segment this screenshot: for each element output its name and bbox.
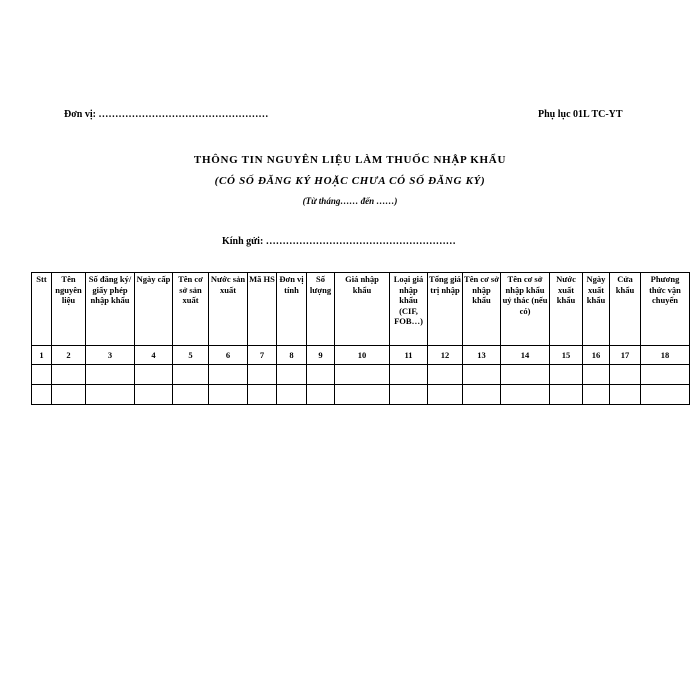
column-header: Nước sản xuất bbox=[209, 273, 248, 346]
column-number: 18 bbox=[641, 346, 690, 365]
column-number: 8 bbox=[277, 346, 307, 365]
column-header: Mã HS bbox=[248, 273, 277, 346]
table-cell[interactable] bbox=[583, 385, 610, 405]
table-cell[interactable] bbox=[52, 385, 86, 405]
header-row bbox=[32, 273, 690, 346]
table-cell[interactable] bbox=[52, 365, 86, 385]
column-number: 5 bbox=[173, 346, 209, 365]
document-subtitle: (CÓ SỐ ĐĂNG KÝ HOẶC CHƯA CÓ SỐ ĐĂNG KÝ) bbox=[214, 175, 486, 187]
table-cell[interactable] bbox=[501, 365, 550, 385]
column-number: 4 bbox=[135, 346, 173, 365]
import-info-table bbox=[31, 272, 690, 405]
column-number: 2 bbox=[52, 346, 86, 365]
column-header: Stt bbox=[32, 273, 52, 346]
table-cell[interactable] bbox=[209, 385, 248, 405]
column-number-row bbox=[32, 346, 690, 365]
table-cell[interactable] bbox=[550, 385, 583, 405]
table-cell[interactable] bbox=[32, 385, 52, 405]
table-cell[interactable] bbox=[135, 385, 173, 405]
recipient-line: Kính gửi: ………………………………………………… bbox=[222, 236, 456, 247]
column-number: 6 bbox=[209, 346, 248, 365]
column-header: Ngày xuất khẩu bbox=[583, 273, 610, 346]
table-cell[interactable] bbox=[428, 365, 463, 385]
column-header: Số lượng bbox=[307, 273, 335, 346]
appendix-label: Phụ lục 01L TC-YT bbox=[538, 109, 623, 120]
table-cell[interactable] bbox=[307, 365, 335, 385]
table-cell[interactable] bbox=[335, 365, 390, 385]
table-cell[interactable] bbox=[248, 365, 277, 385]
table-cell[interactable] bbox=[173, 385, 209, 405]
unit-label: Đơn vị: …………………………………………… bbox=[64, 109, 269, 120]
table-cell[interactable] bbox=[501, 385, 550, 405]
table-cell[interactable] bbox=[32, 365, 52, 385]
column-header: Đơn vị tính bbox=[277, 273, 307, 346]
column-number: 16 bbox=[583, 346, 610, 365]
table-cell[interactable] bbox=[209, 365, 248, 385]
table-cell[interactable] bbox=[463, 385, 501, 405]
table-cell[interactable] bbox=[335, 385, 390, 405]
column-number: 14 bbox=[501, 346, 550, 365]
column-header: Nước xuất khẩu bbox=[550, 273, 583, 346]
column-header: Ngày cấp bbox=[135, 273, 173, 346]
table-cell[interactable] bbox=[277, 385, 307, 405]
column-header: Tên cơ sở nhập khẩu uỷ thác (nếu có) bbox=[501, 273, 550, 346]
document-title: THÔNG TIN NGUYÊN LIỆU LÀM THUỐC NHẬP KHẨU bbox=[193, 154, 507, 166]
table-cell[interactable] bbox=[641, 385, 690, 405]
table-cell[interactable] bbox=[277, 365, 307, 385]
table-row bbox=[32, 365, 690, 385]
column-number: 13 bbox=[463, 346, 501, 365]
table-cell[interactable] bbox=[173, 365, 209, 385]
table-cell[interactable] bbox=[610, 385, 641, 405]
table-cell[interactable] bbox=[307, 385, 335, 405]
column-number: 7 bbox=[248, 346, 277, 365]
column-number: 3 bbox=[86, 346, 135, 365]
column-header: Phương thức vận chuyển bbox=[641, 273, 690, 346]
column-header: Tên cơ sở sản xuất bbox=[173, 273, 209, 346]
column-number: 9 bbox=[307, 346, 335, 365]
table-cell[interactable] bbox=[583, 365, 610, 385]
table-cell[interactable] bbox=[390, 385, 428, 405]
table-row bbox=[32, 385, 690, 405]
column-header: Loại giá nhập khẩu (CIF, FOB…) bbox=[390, 273, 428, 346]
column-header: Tên nguyên liệu bbox=[52, 273, 86, 346]
column-number: 1 bbox=[32, 346, 52, 365]
table-cell[interactable] bbox=[248, 385, 277, 405]
table-cell[interactable] bbox=[610, 365, 641, 385]
column-header: Số đăng ký/ giấy phép nhập khẩu bbox=[86, 273, 135, 346]
table-cell[interactable] bbox=[550, 365, 583, 385]
column-header: Tên cơ sở nhập khẩu bbox=[463, 273, 501, 346]
column-number: 11 bbox=[390, 346, 428, 365]
table-cell[interactable] bbox=[463, 365, 501, 385]
column-header: Tổng giá trị nhập bbox=[428, 273, 463, 346]
column-number: 17 bbox=[610, 346, 641, 365]
table-cell[interactable] bbox=[428, 385, 463, 405]
table-cell[interactable] bbox=[390, 365, 428, 385]
column-number: 10 bbox=[335, 346, 390, 365]
table-cell[interactable] bbox=[135, 365, 173, 385]
table-cell[interactable] bbox=[641, 365, 690, 385]
column-number: 12 bbox=[428, 346, 463, 365]
table-cell[interactable] bbox=[86, 365, 135, 385]
column-number: 15 bbox=[550, 346, 583, 365]
period-line: (Từ tháng…… đến ……) bbox=[302, 196, 398, 206]
table-cell[interactable] bbox=[86, 385, 135, 405]
column-header: Giá nhập khẩu bbox=[335, 273, 390, 346]
column-header: Cửa khẩu bbox=[610, 273, 641, 346]
